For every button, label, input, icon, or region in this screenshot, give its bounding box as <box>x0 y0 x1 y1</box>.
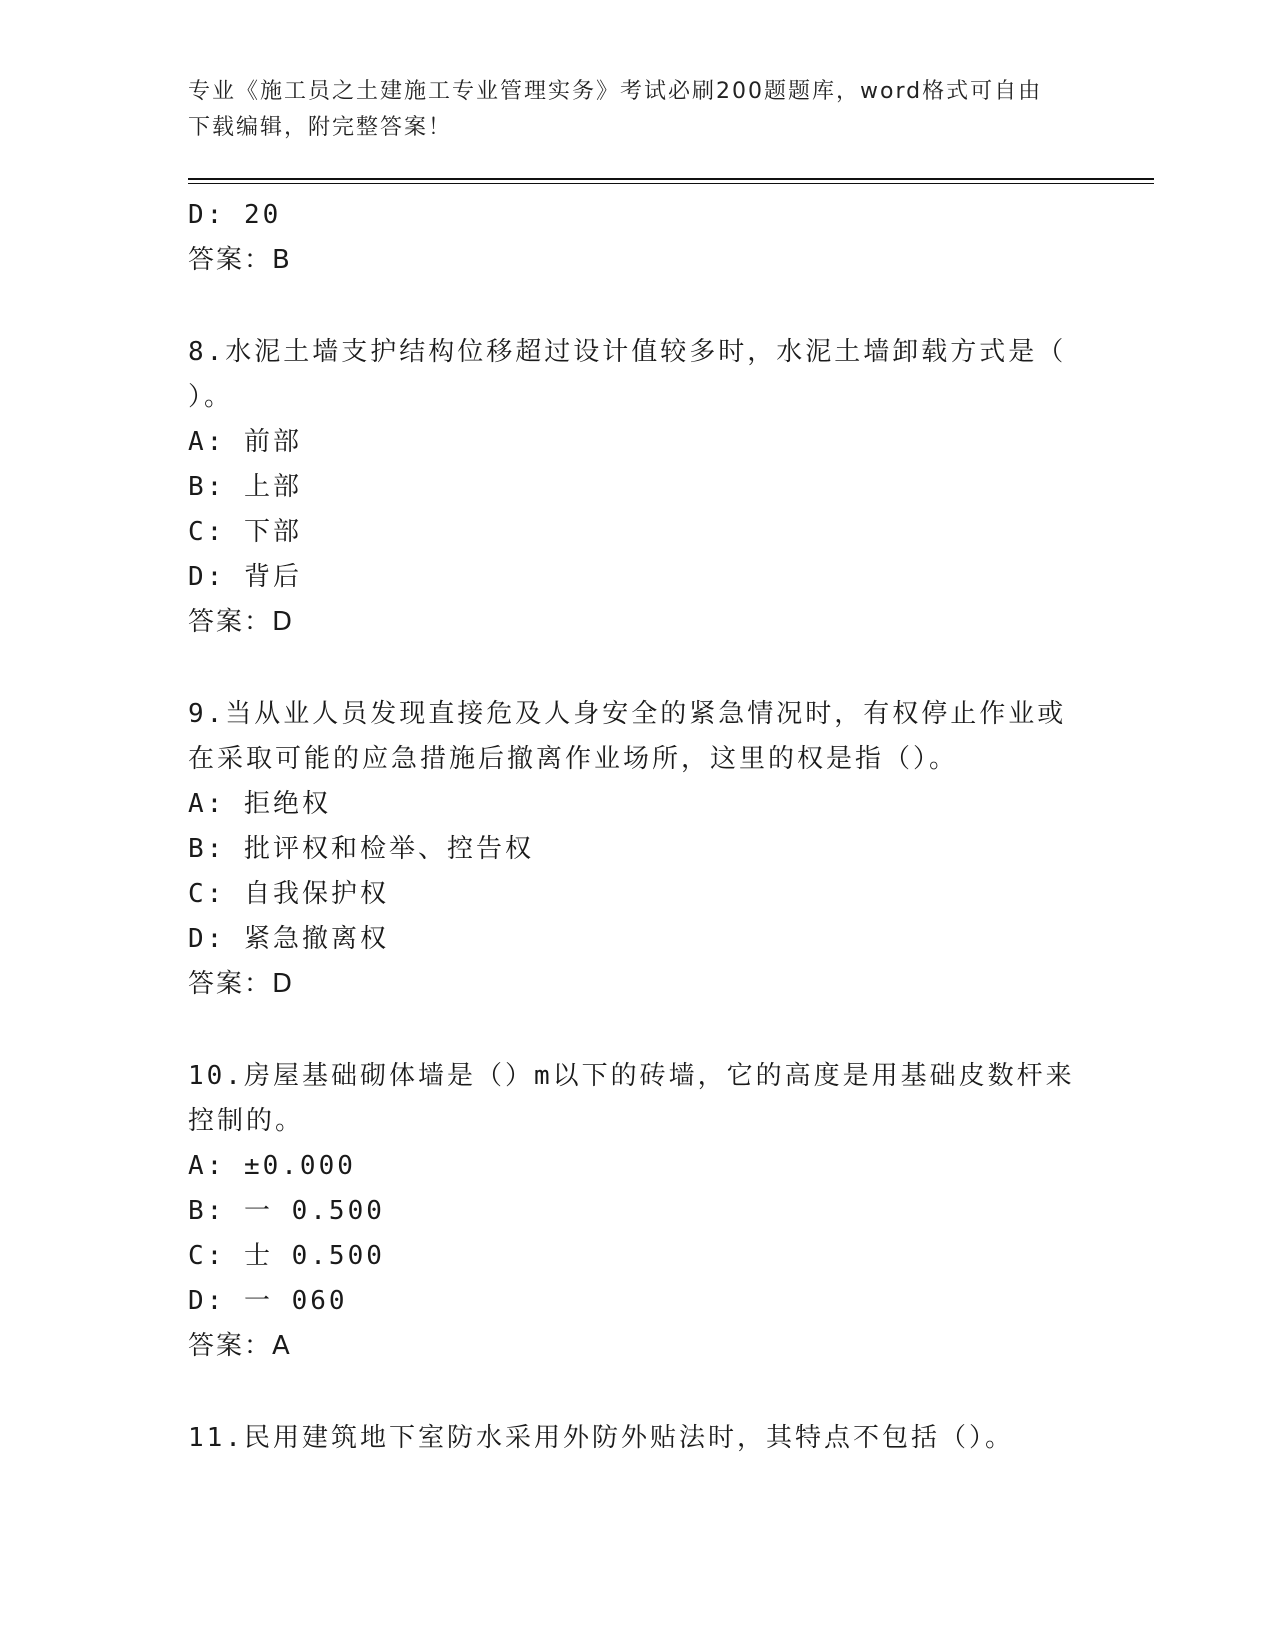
option-b: B: 批评权和检举、控告权 <box>188 834 534 864</box>
question-list <box>188 193 1075 1461</box>
question-8 <box>188 330 1068 645</box>
header-rule-thick <box>188 178 1154 180</box>
header-rule-thin <box>188 183 1154 184</box>
question-text-line-2: 在采取可能的应急措施后撤离作业场所，这里的权是指（）。 <box>188 744 959 774</box>
option-a: A: 前部 <box>188 427 302 457</box>
question-text-line-2: 控制的。 <box>188 1106 305 1136</box>
question-10 <box>188 1054 1075 1369</box>
answer: 答案：A <box>188 1331 292 1361</box>
question-text-line-1: 9.当从业人员发现直接危及人身安全的紧急情况时，有权停止作业或 <box>188 699 1067 729</box>
page-header <box>188 74 1068 146</box>
question-text-line-1: 11.民用建筑地下室防水采用外防外贴法时，其特点不包括（）。 <box>188 1423 1014 1453</box>
option-a: A: ±0.000 <box>188 1151 356 1181</box>
question-text <box>188 330 1068 420</box>
question-text-line-1: 10.房屋基础砌体墙是（）m以下的砖墙，它的高度是用基础皮数杆来 <box>188 1061 1075 1091</box>
option-b: B: 一 0.500 <box>188 1196 385 1226</box>
question-text <box>188 1416 1068 1461</box>
question-text <box>188 1054 1075 1144</box>
answer: 答案：D <box>188 969 295 999</box>
option-c: C: 自我保护权 <box>188 879 389 909</box>
option-d: D: 背后 <box>188 562 302 592</box>
question-text-line-2: ）。 <box>188 382 234 412</box>
option-a: A: 拒绝权 <box>188 789 331 819</box>
question-11 <box>188 1416 1068 1461</box>
option-d: D: 20 <box>188 200 282 230</box>
option-d: D: 紧急撤离权 <box>188 924 389 954</box>
answer: 答案：D <box>188 607 295 637</box>
question-9 <box>188 692 1068 1007</box>
option-c: C: 士 0.500 <box>188 1241 385 1271</box>
answer: 答案：B <box>188 245 292 275</box>
question-text <box>188 692 1068 782</box>
header-line-1: 专业《施工员之土建施工专业管理实务》考试必刷200题题库，word格式可自由 <box>188 79 1043 104</box>
option-c: C: 下部 <box>188 517 302 547</box>
question-7-tail <box>188 193 1068 283</box>
question-text-line-1: 8.水泥土墙支护结构位移超过设计值较多时，水泥土墙卸载方式是（ <box>188 337 1067 367</box>
option-d: D: 一 060 <box>188 1286 348 1316</box>
option-b: B: 上部 <box>188 472 302 502</box>
header-line-2: 下载编辑，附完整答案！ <box>188 115 453 140</box>
